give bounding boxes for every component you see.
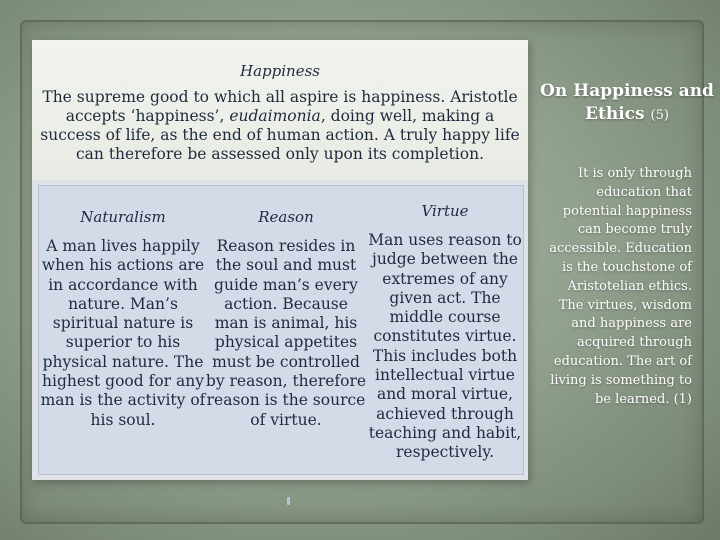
intro-text bbox=[40, 88, 520, 164]
column-heading: Virtue bbox=[421, 202, 469, 220]
columns-section bbox=[38, 185, 524, 475]
column-heading: Reason bbox=[258, 208, 314, 226]
column-virtue bbox=[367, 186, 523, 474]
intro-section bbox=[32, 40, 528, 180]
intro-text-end: , doing well, making a success of life, as the end of human action. A truly happy life can therefore be assessed only upon its completion. bbox=[40, 107, 520, 163]
intro-text-start: The supreme good to which all aspire is happiness. Aristotle accepts ‘happiness’, bbox=[42, 88, 518, 125]
sidebar-title bbox=[540, 80, 714, 127]
happiness-panel bbox=[32, 40, 528, 480]
column-naturalism bbox=[39, 186, 207, 474]
panel-title: Happiness bbox=[240, 62, 320, 80]
column-body: Man uses reason to judge between the extremes of any given act. The middle course constitutes virtue. This includes both intellectual virtue and moral virtue, achieved through teaching and habit, respectively. bbox=[368, 231, 522, 462]
column-heading: Naturalism bbox=[80, 208, 166, 226]
sidebar-title-text: On Happiness and Ethics bbox=[540, 81, 714, 124]
column-body: Reason resides in the soul and must guide man’s every action. Because man is animal, his physical appetites must be controlled by reason, therefore reason is the source of virtue. bbox=[205, 237, 367, 429]
slide-marker bbox=[287, 497, 290, 505]
sidebar-title-ref: (5) bbox=[650, 108, 669, 123]
column-body: A man lives happily when his actions are in accordance with nature. Man’s spiritual nature is superior to his physical nature. The highest good for any man is the activity of his soul. bbox=[40, 237, 206, 429]
column-reason bbox=[205, 186, 367, 474]
sidebar-text: It is only through education that potential happiness can become truly accessible. Education is the touchstone of Aristotelian ethics. The virtues, wisdom and happiness are acquired through education. The art of living is something to be learned. (1) bbox=[549, 166, 692, 407]
intro-term: eudaimonia bbox=[229, 107, 321, 125]
